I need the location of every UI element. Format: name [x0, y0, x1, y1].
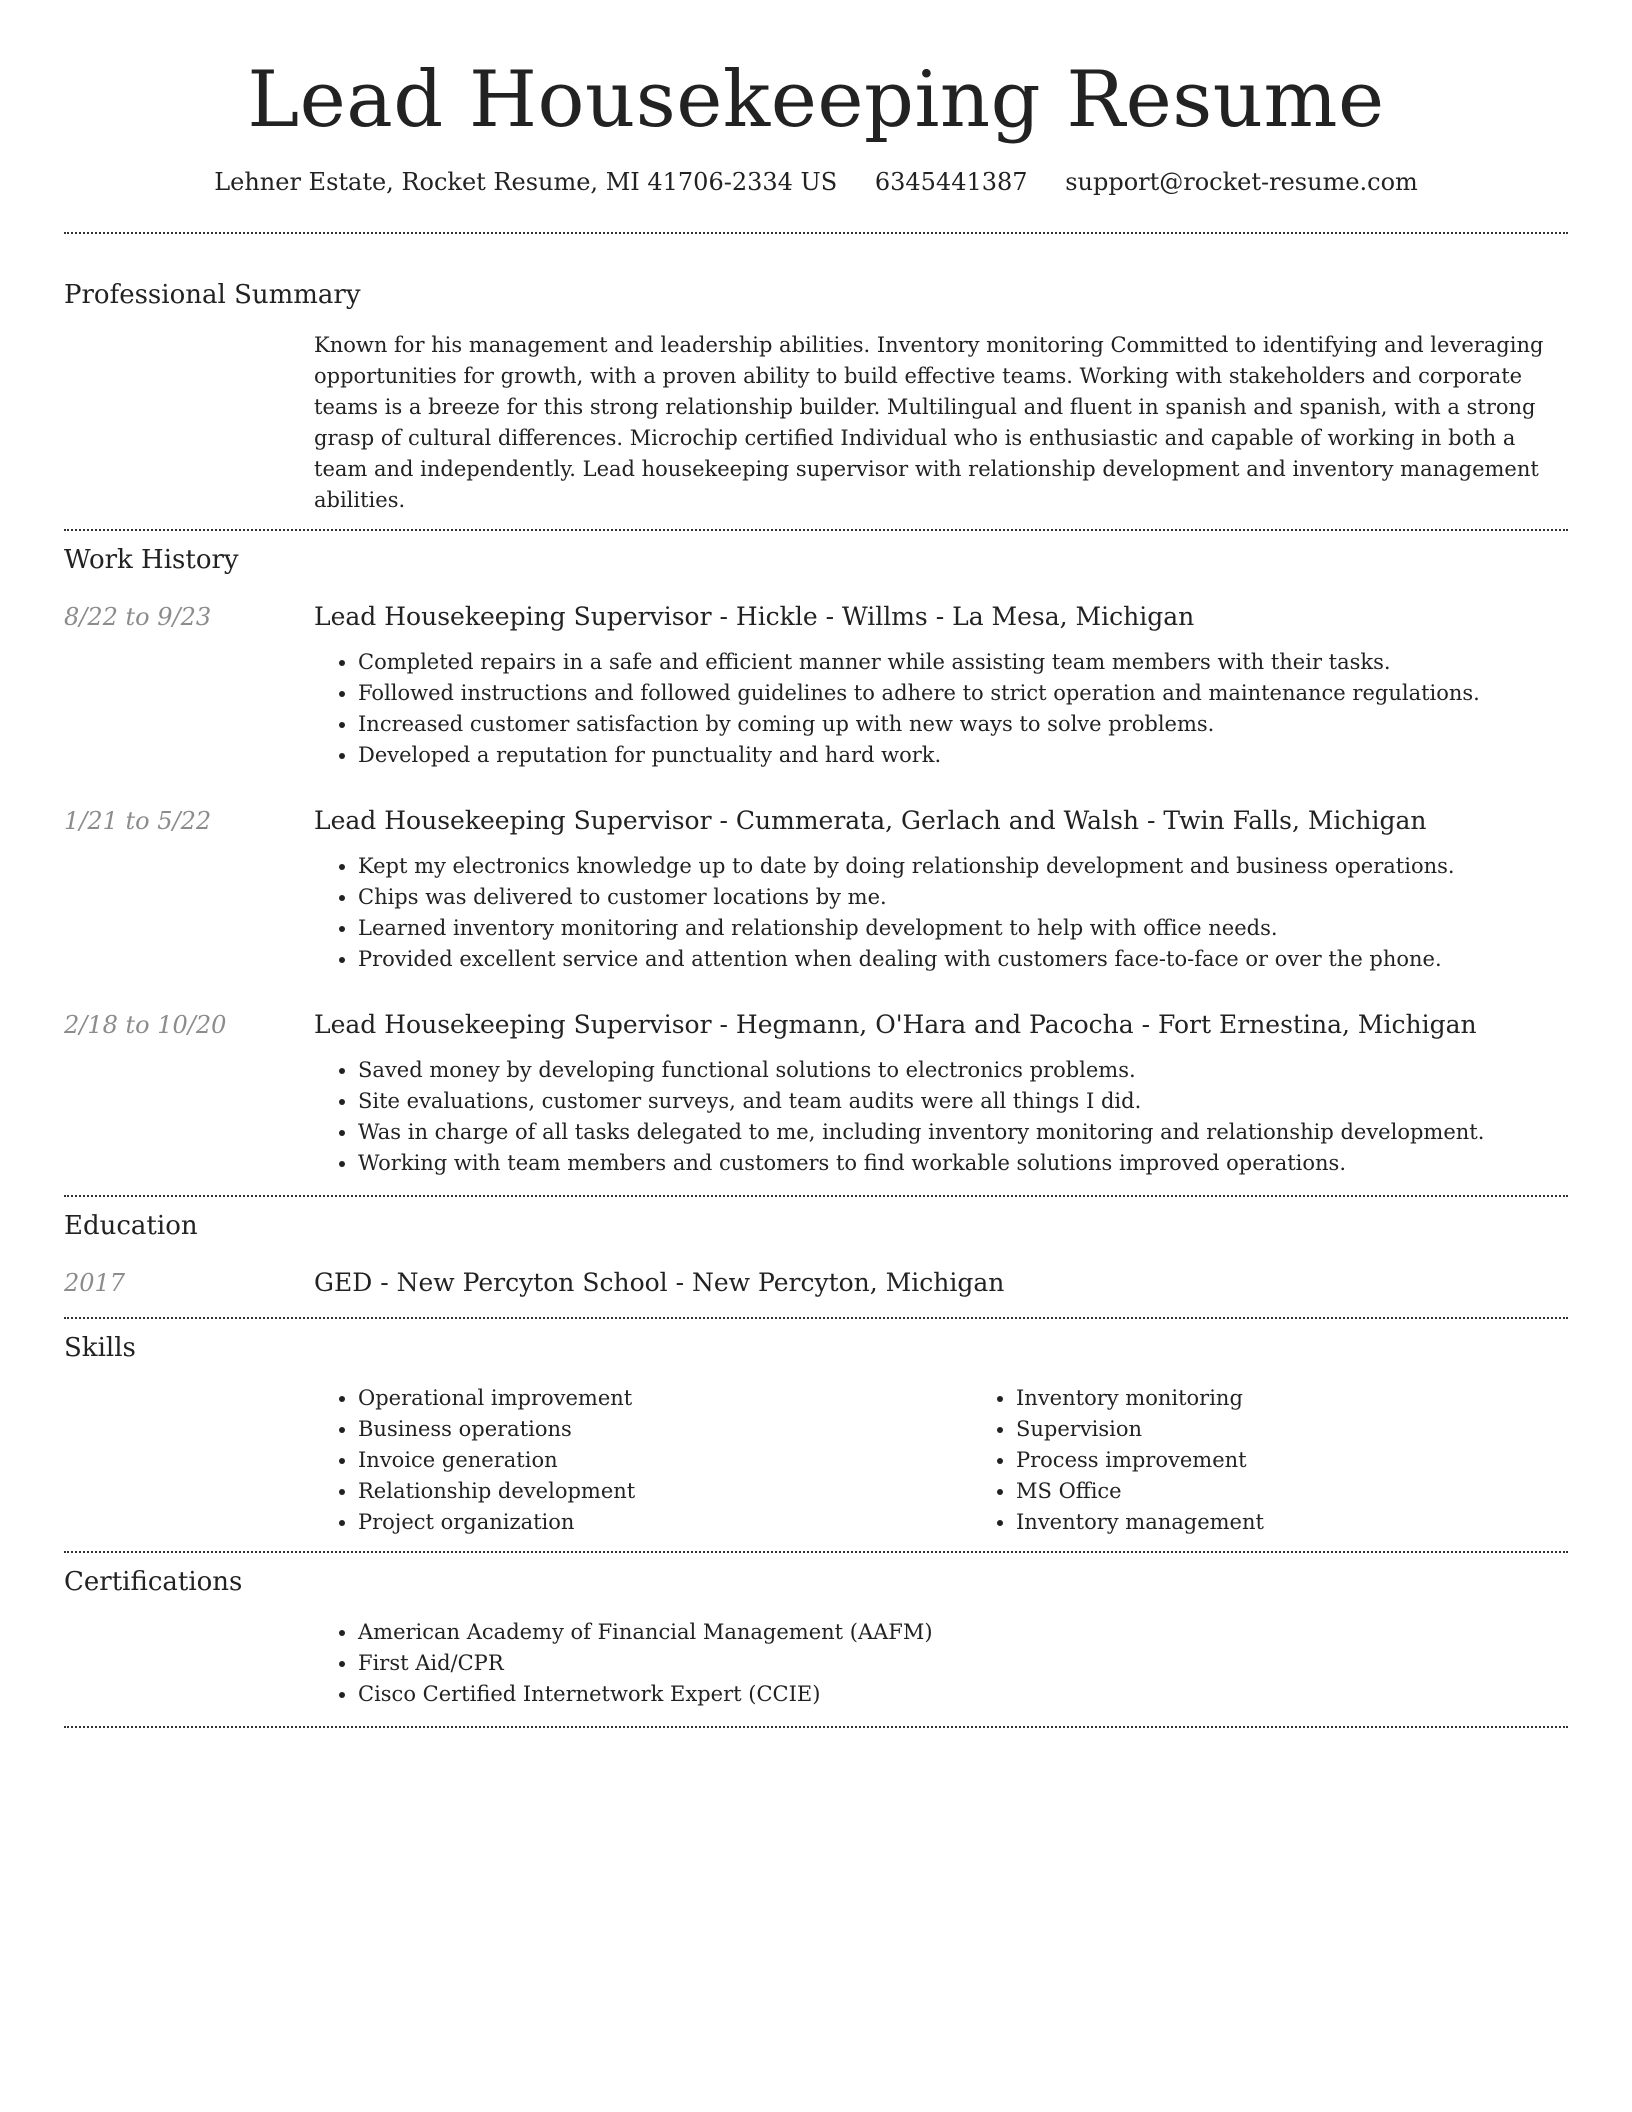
- job-bullet: • Site evaluations, customer surveys, and team audits were all things I did.: [358, 1086, 1568, 1117]
- skill-item: • Supervision: [1016, 1414, 1630, 1445]
- job-bullet: • Working with team members and customers to find workable solutions improved operations.: [358, 1148, 1568, 1179]
- section-divider: [64, 1726, 1568, 1728]
- skill-item: • Project organization: [358, 1507, 972, 1538]
- education-heading: Education: [64, 1211, 198, 1241]
- certification-item: • Cisco Certified Internetwork Expert (CCIE): [358, 1679, 1568, 1710]
- certifications-list: [314, 1617, 1568, 1710]
- job-bullet: • Provided excellent service and attention when dealing with customers face-to-face or over the phone.: [358, 944, 1568, 975]
- skills-section: [64, 1331, 1568, 1538]
- skill-item: • Business operations: [358, 1414, 972, 1445]
- job-bullets: [314, 647, 1568, 771]
- certification-item: • American Academy of Financial Management (AAFM): [358, 1617, 1568, 1648]
- skill-item: • Process improvement: [1016, 1445, 1630, 1476]
- certification-item: • First Aid/CPR: [358, 1648, 1568, 1679]
- contact-email: support@rocket-resume.com: [1065, 168, 1418, 196]
- job-entry: [64, 805, 1568, 975]
- education-entry: [64, 1267, 1568, 1299]
- section-divider: [64, 529, 1568, 531]
- job-bullet: • Kept my electronics knowledge up to date by doing relationship development and business operations.: [358, 851, 1568, 882]
- skills-grid: [314, 1383, 1630, 1538]
- job-bullet: • Chips was delivered to customer locations by me.: [358, 882, 1568, 913]
- job-bullet: • Saved money by developing functional solutions to electronics problems.: [358, 1055, 1568, 1086]
- skills-column-right: [972, 1383, 1630, 1538]
- summary-heading: Professional Summary: [64, 280, 361, 310]
- job-bullets: [314, 851, 1568, 975]
- summary-section: [64, 278, 1568, 516]
- certifications-section: [64, 1565, 1568, 1710]
- job-bullet: • Followed instructions and followed guidelines to adhere to strict operation and maintenance regulations.: [358, 678, 1568, 709]
- skill-item: • Inventory management: [1016, 1507, 1630, 1538]
- skill-item: • MS Office: [1016, 1476, 1630, 1507]
- skill-item: • Operational improvement: [358, 1383, 972, 1414]
- skills-heading: Skills: [64, 1333, 136, 1363]
- job-bullet: • Completed repairs in a safe and efficient manner while assisting team members with their tasks.: [358, 647, 1568, 678]
- section-divider: [64, 1195, 1568, 1197]
- job-entry: [64, 1009, 1568, 1179]
- summary-text: Known for his management and leadership abilities. Inventory monitoring Committed to identifying and leveraging opportunities for growth, with a proven ability to build effective teams. Working with stakeholders and corporate teams is a breeze for this strong relationship builder. Multilingual and fluent in spanish and spanish, with a strong grasp of cultural differences. Microchip certified Individual who is enthusiastic and capable of working in both a team and independently. Lead housekeeping supervisor with relationship development and inventory management abilities.: [314, 333, 1544, 512]
- job-dates: 8/22 to 9/23: [64, 603, 212, 631]
- section-divider: [64, 1317, 1568, 1319]
- education-detail: GED - New Percyton School - New Percyton, Michigan: [314, 1268, 1005, 1297]
- section-divider: [64, 1551, 1568, 1553]
- education-section: [64, 1209, 1568, 1299]
- job-entry: [64, 601, 1568, 771]
- contact-phone: 6345441387: [874, 168, 1028, 196]
- job-bullet: • Increased customer satisfaction by coming up with new ways to solve problems.: [358, 709, 1568, 740]
- education-year: 2017: [64, 1269, 126, 1297]
- skill-item: • Inventory monitoring: [1016, 1383, 1630, 1414]
- skill-item: • Invoice generation: [358, 1445, 972, 1476]
- job-bullet: • Developed a reputation for punctuality and hard work.: [358, 740, 1568, 771]
- job-bullet: • Learned inventory monitoring and relationship development to help with office needs.: [358, 913, 1568, 944]
- job-title: Lead Housekeeping Supervisor - Hickle - Willms - La Mesa, Michigan: [314, 602, 1195, 631]
- contact-address: Lehner Estate, Rocket Resume, MI 41706-2334 US: [214, 168, 838, 196]
- job-title: Lead Housekeeping Supervisor - Cummerata, Gerlach and Walsh - Twin Falls, Michigan: [314, 806, 1427, 835]
- work-history-section: [64, 543, 1568, 1179]
- skills-column-left: [314, 1383, 972, 1538]
- skill-item: • Relationship development: [358, 1476, 972, 1507]
- job-bullet: • Was in charge of all tasks delegated to me, including inventory monitoring and relationship development.: [358, 1117, 1568, 1148]
- job-bullets: [314, 1055, 1568, 1179]
- work-history-heading: Work History: [64, 545, 239, 575]
- job-title: Lead Housekeeping Supervisor - Hegmann, O'Hara and Pacocha - Fort Ernestina, Michigan: [314, 1010, 1477, 1039]
- certifications-heading: Certifications: [64, 1567, 243, 1597]
- job-dates: 1/21 to 5/22: [64, 807, 212, 835]
- contact-line: [64, 166, 1568, 198]
- resume-page: [64, 0, 1568, 1728]
- job-dates: 2/18 to 10/20: [64, 1011, 227, 1039]
- section-divider: [64, 232, 1568, 234]
- resume-title: Lead Housekeeping Resume: [247, 55, 1385, 145]
